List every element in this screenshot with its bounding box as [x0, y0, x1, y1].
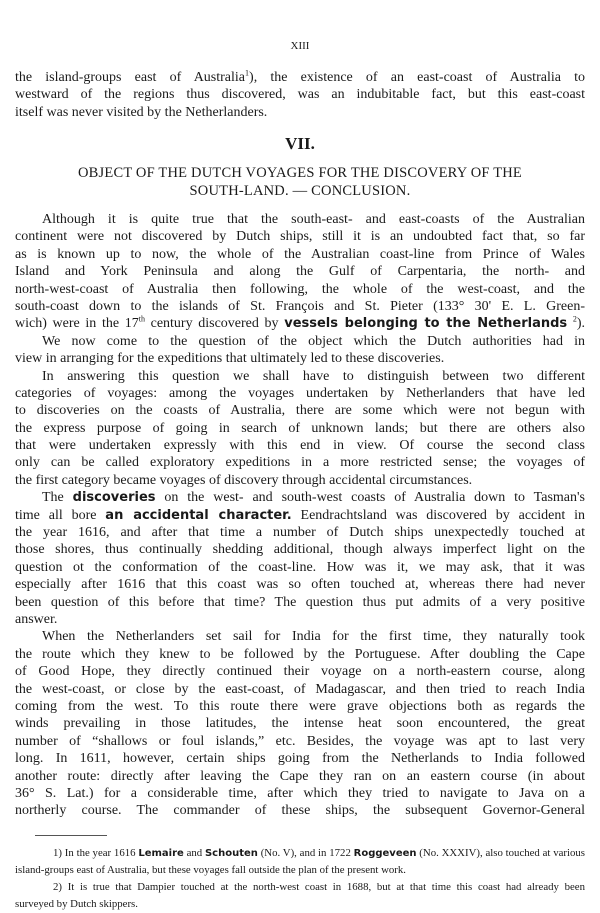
text-line — [15, 454, 585, 471]
text-segment: the island-groups east of Australia — [15, 70, 246, 85]
text-line — [15, 576, 585, 593]
text-segment: of Good Hope, they directly continued their voyage on a north-eastern course, along — [15, 664, 585, 680]
text-segment: island-groups east of Australia, but these voyages fall outside the plan of the present work. — [15, 864, 406, 876]
text-segment: wich) were in the 17 — [15, 316, 139, 332]
text-line — [15, 298, 585, 315]
section-title-line: SOUTH-LAND. — CONCLUSION. — [189, 183, 411, 199]
section-title — [0, 164, 600, 200]
text-line — [15, 385, 585, 402]
text-segment: The — [42, 490, 73, 506]
text-line — [15, 785, 585, 802]
text-segment: only can be called exploratory expeditions in a more restricted sense; the voyages of — [15, 455, 585, 471]
text-line — [15, 559, 585, 576]
text-line — [15, 350, 585, 367]
text-segment: continent were not discovered by Dutch ships, still it is an undoubted fact that, so far — [15, 229, 585, 245]
text-segment: (No. XXXIV), also touched at various — [416, 847, 585, 859]
text-segment: to discoveries on the coasts of Australia, there are some which were not begun with — [15, 403, 585, 419]
text-segment: We now come to the question of the object which the Dutch authorities had in — [42, 333, 585, 349]
text-segment: 1) In the year 1616 — [53, 847, 139, 859]
text-line — [15, 402, 585, 419]
footnotes — [15, 845, 585, 913]
text-line — [15, 768, 585, 785]
text-line — [15, 879, 585, 896]
text-line — [15, 896, 585, 913]
intro-paragraph — [15, 69, 585, 121]
text-line — [15, 802, 585, 819]
bold-text: vessels belonging to the Netherlands — [284, 316, 568, 332]
text-line — [15, 472, 585, 489]
text-segment: winds prevailing in those latitudes, the intense heat soon encountered, the great — [15, 716, 585, 732]
text-line — [15, 628, 585, 645]
bold-text: discoveries — [72, 490, 156, 506]
footnote-marker: th — [138, 314, 145, 324]
text-segment: those shores, thus continually shedding additional, though always imperfect light on the — [15, 542, 585, 558]
text-segment: itself was never visited by the Netherlanders. — [15, 104, 268, 120]
text-line — [15, 698, 585, 715]
text-segment: 36° S. Lat.) for a considerable time, after which they tried to navigate to Java on a — [15, 785, 585, 801]
text-line — [15, 437, 585, 454]
text-line — [15, 507, 585, 524]
text-segment: and — [183, 847, 205, 859]
text-line — [15, 541, 585, 558]
text-line — [15, 420, 585, 437]
section-title-line: OBJECT OF THE DUTCH VOYAGES FOR THE DISCOVERY OF THE — [78, 165, 522, 181]
text-segment: the route which they knew to be followed by the Portuguese. After doubling the Cape — [15, 646, 585, 662]
text-line — [15, 263, 585, 280]
text-line — [15, 489, 585, 506]
text-segment: In answering this question we shall have to distinguish between two different — [42, 368, 585, 384]
text-line — [15, 86, 585, 103]
text-segment: the west-coast, or close by the east-coast, of Madagascar, and then tried to reach India — [15, 681, 585, 697]
text-segment: been question of this before that time? The question thus put admits of a very positive — [15, 594, 585, 610]
text-line — [15, 368, 585, 385]
text-segment: When the Netherlanders set sail for India for the first time, they naturally took — [42, 629, 585, 645]
text-line — [15, 646, 585, 663]
page-number: XIII — [290, 40, 310, 52]
footnote-marker: 2 — [572, 314, 577, 324]
body-text — [15, 211, 585, 820]
text-segment: Although it is quite true that the south-east- and east-coasts of the Australian — [42, 212, 585, 227]
text-segment: as is known up to now, the whole of the Australian coast-line from Prince of Wales — [15, 246, 585, 262]
text-segment: another route: directly after leaving the Cape they ran on an eastern course (in about — [15, 768, 585, 784]
text-segment: northerly course. The commander of these ships, the subsequent Governor-General — [15, 803, 585, 819]
text-segment: ). — [576, 316, 586, 332]
text-segment: number of “shallows or foul islands,” etc. Besides, the voyage was apt to last very — [15, 733, 585, 749]
text-segment: the first category became voyages of discovery through accidental circumstances. — [15, 472, 473, 488]
text-segment: answer. — [15, 611, 58, 627]
text-segment: on the west- and south-west coasts of Australia down to Tasman's — [155, 490, 585, 506]
text-line — [15, 611, 585, 628]
text-line — [15, 315, 585, 332]
text-segment: time all bore — [15, 507, 106, 523]
text-segment: that were undertaken expressly with this end in view. Of course the second class — [15, 438, 585, 454]
text-segment: Island and York Peninsula and along the Gulf of Carpentaria, the north- and — [15, 264, 585, 280]
text-segment: Eendrachtsland was discovered by accident in — [291, 507, 585, 523]
text-line — [15, 663, 585, 680]
text-segment: long. In 1611, however, certain ships going from the Netherlands to India followed — [15, 751, 585, 767]
bold-text: Roggeveen — [353, 848, 417, 859]
text-segment: south-coast down to the islands of St. François and St. Pieter (133° 30' E. L. Green- — [15, 298, 585, 314]
text-line — [15, 524, 585, 541]
text-segment: century discovered by — [144, 316, 285, 332]
text-line — [15, 733, 585, 750]
bold-text: Schouten — [204, 848, 258, 859]
text-line — [15, 104, 585, 121]
footnote-divider — [35, 835, 107, 836]
text-segment: ), the existence of an east-coast of Australia to — [249, 70, 586, 85]
text-segment: westward of the regions thus discovered, was an indubitable fact, but this east-coast — [15, 87, 585, 103]
text-segment: categories of voyages: among the voyages undertaken by Netherlanders that have led — [15, 385, 585, 401]
text-segment: the year 1616, and after that time a number of Dutch ships unexpectedly touched at — [15, 525, 585, 541]
text-segment: coming from the west. To this route there were grave objections both as regards the — [15, 698, 585, 714]
text-line — [15, 845, 585, 862]
text-segment: north-west-coast of Australia then following, the whole of the west-coast, and the — [15, 281, 585, 297]
footnote-marker: 1 — [245, 68, 250, 78]
text-line — [15, 281, 585, 298]
bold-text: an accidental character. — [105, 507, 292, 523]
text-segment: surveyed by Dutch skippers. — [15, 898, 138, 910]
text-segment: 2) It is true that Dampier touched at the north-west coast in 1688, but at that time this coast had already been — [53, 881, 585, 893]
text-line — [15, 750, 585, 767]
bold-text: Lemaire — [138, 848, 184, 859]
text-line — [15, 69, 585, 86]
text-segment: question ot the conformation of the coast-line. How was it, we may ask, that it was — [15, 559, 585, 575]
text-line — [15, 333, 585, 350]
text-line — [15, 715, 585, 732]
text-line — [15, 211, 585, 228]
text-segment: especially after 1616 that this coast was so often touched at, whereas there had never — [15, 577, 585, 593]
text-line — [15, 228, 585, 245]
text-line — [15, 862, 585, 879]
text-line — [15, 246, 585, 263]
text-line — [15, 681, 585, 698]
text-line — [15, 594, 585, 611]
section-number: VII. — [285, 134, 315, 153]
text-segment: view in arranging for the expeditions that ultimately led to these discoveries. — [15, 351, 445, 367]
text-segment: (No. V), and in 1722 — [257, 847, 354, 859]
text-segment: the express purpose of going in search of unknown lands; but there are others also — [15, 420, 585, 436]
